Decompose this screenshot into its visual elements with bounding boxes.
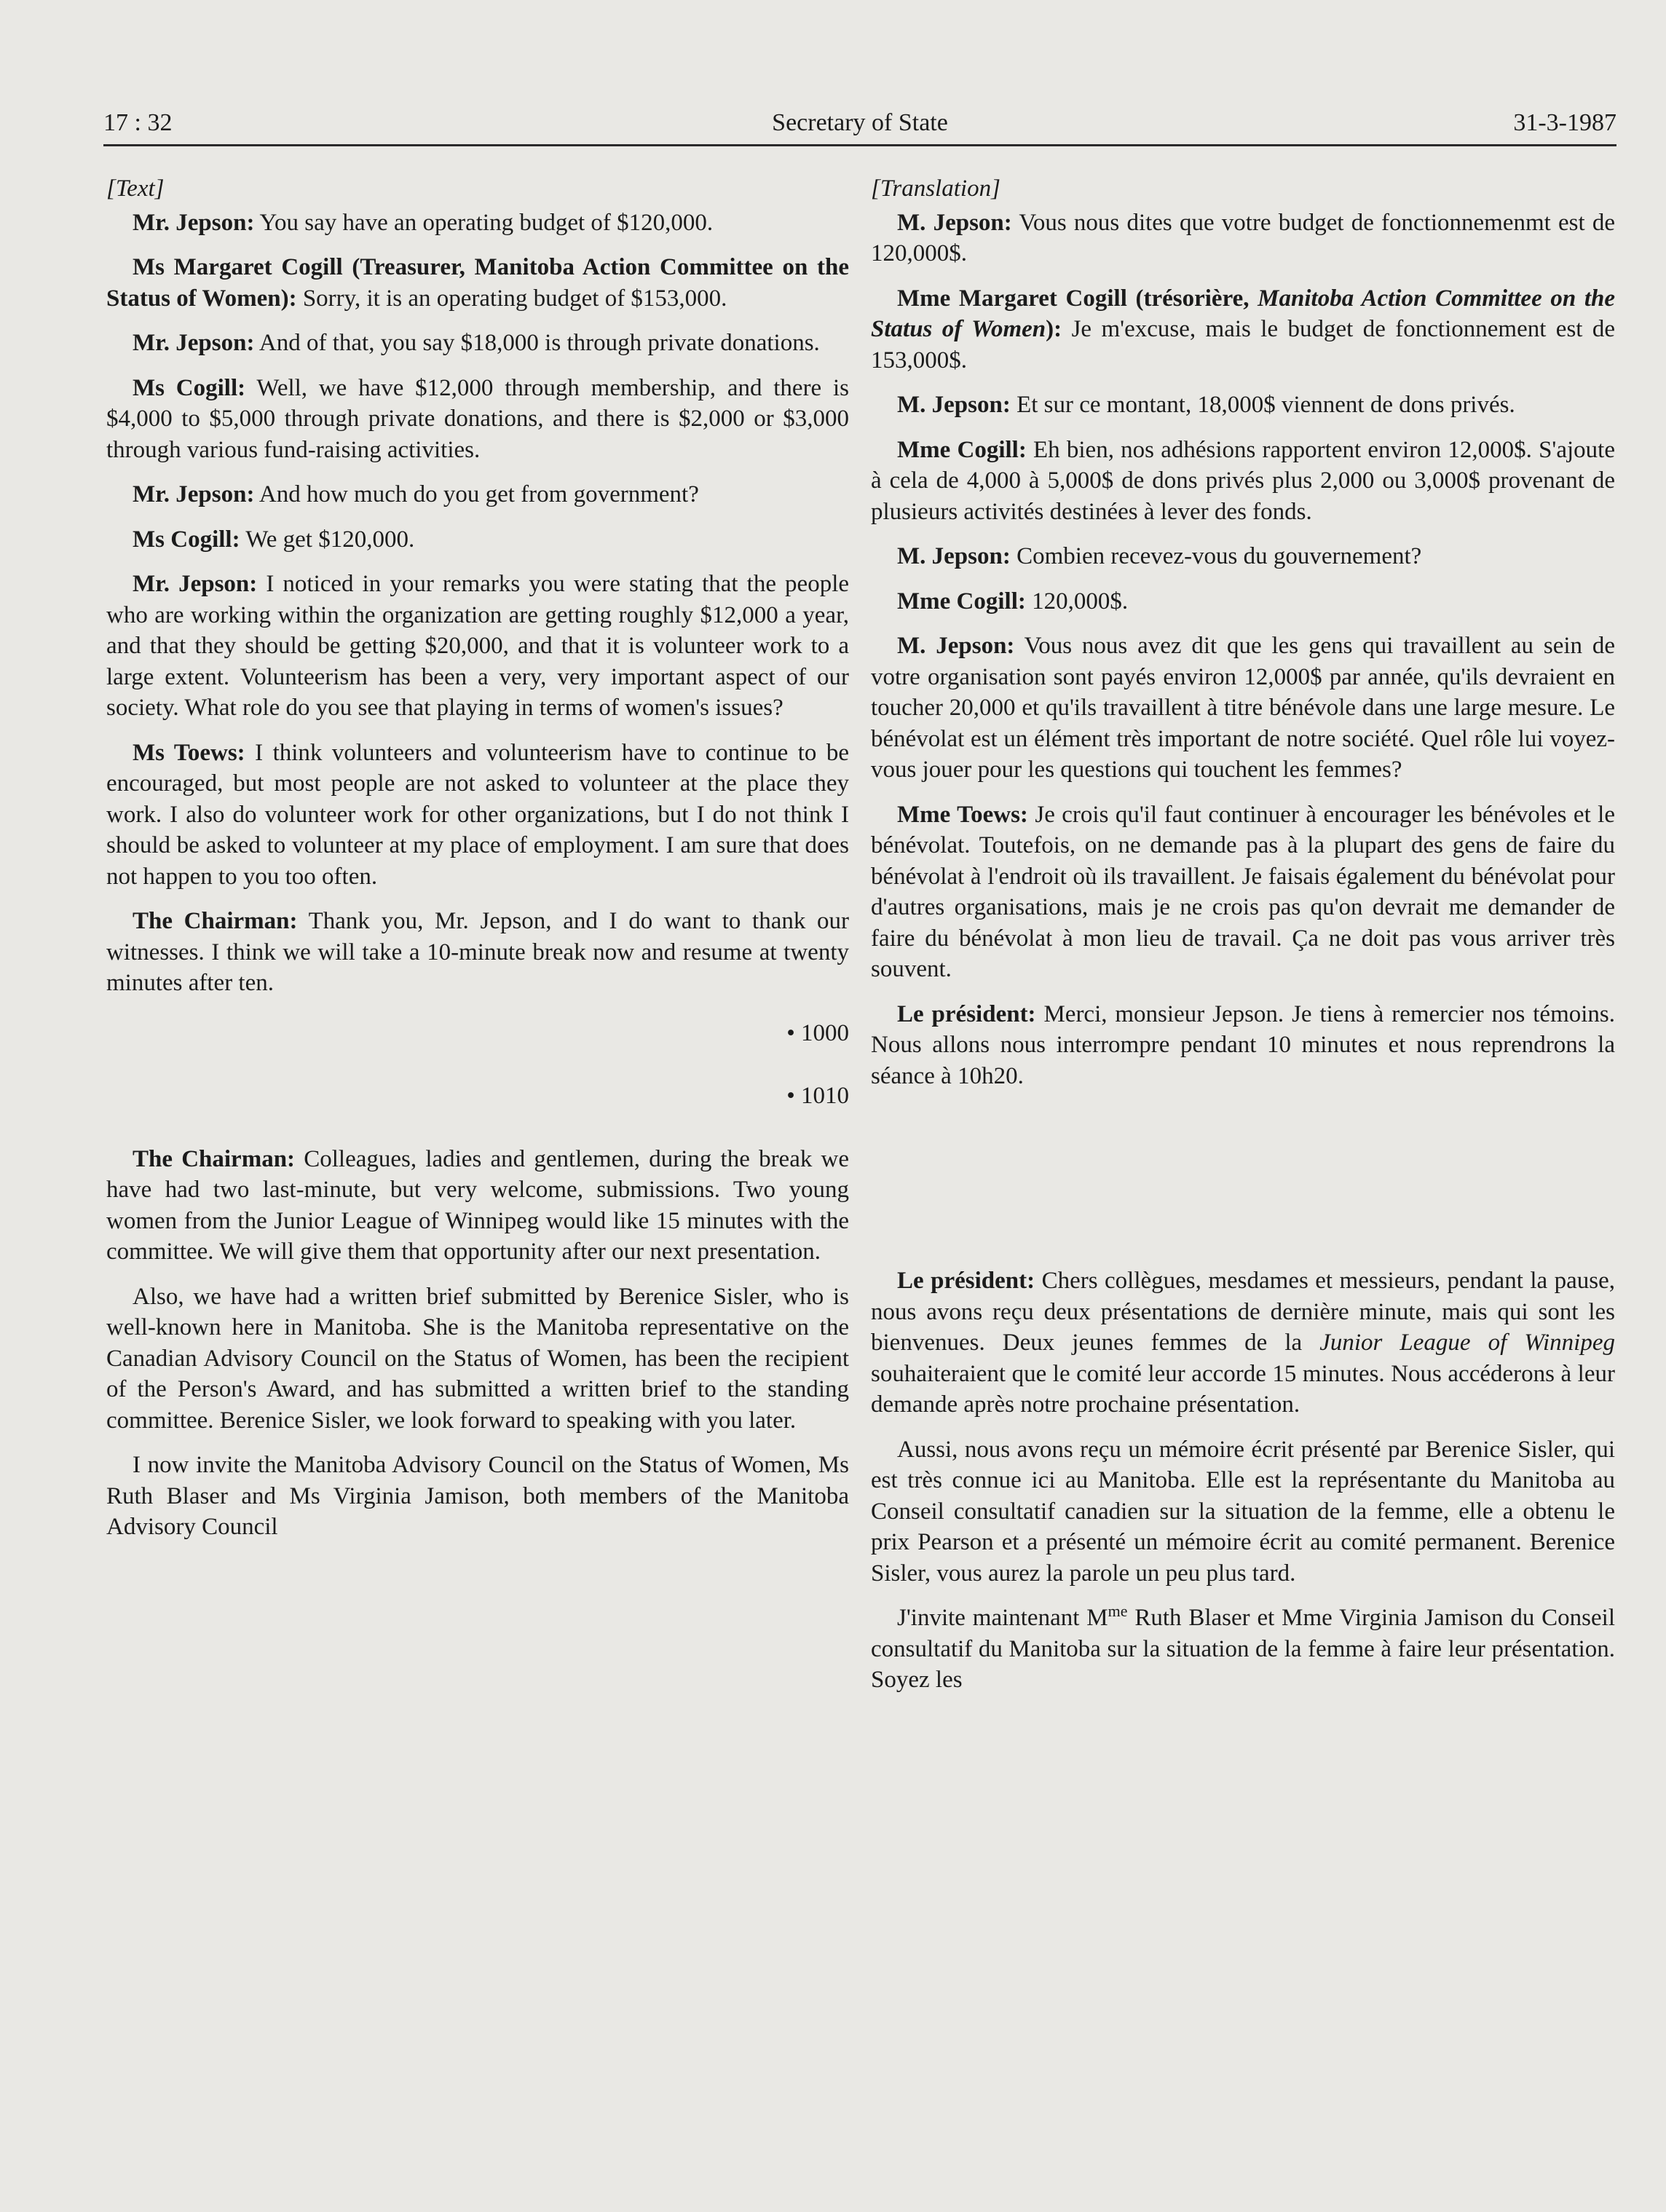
spacer — [871, 1193, 1615, 1265]
paragraph — [871, 283, 1615, 376]
speech: I now invite the Manitoba Advisory Council on the Status of Women, Ms Ruth Blaser and Ms Virginia Jamison, both members of the Manitoba Advisory Council — [106, 1452, 849, 1540]
speaker: Mme Toews: — [897, 801, 1028, 828]
paragraph — [871, 1603, 1615, 1696]
speech: Combien recevez-vous du gouvernement? — [1016, 543, 1422, 569]
speaker: Le président: — [897, 1000, 1036, 1027]
header-title: Secretary of State — [772, 109, 948, 136]
speaker-affiliation: Manitoba Action Committee on the Status of Women — [871, 285, 1615, 342]
translation-label: [Translation] — [871, 175, 1000, 202]
paragraph — [871, 1265, 1615, 1421]
speaker-end: ): — [1046, 316, 1062, 342]
speaker-name: Mme Margaret Cogill (trésorière, — [897, 285, 1250, 312]
speaker: Mme Cogill: — [897, 436, 1027, 463]
speaker: Mr. Jepson: — [133, 209, 255, 236]
speaker: Le président: — [897, 1268, 1035, 1294]
speaker: M. Jepson: — [897, 633, 1015, 659]
speech: Thank you, Mr. Jepson, and I do want to thank our witnesses. I think we will take a 10-minute break now and resume at twenty minutes after ten. — [106, 908, 850, 996]
speech: And of that, you say $18,000 is through private donations. — [258, 330, 820, 356]
speaker: Ms Cogill: — [133, 526, 240, 553]
paragraph — [106, 906, 849, 999]
speech: Ruth Blaser et Mme Virginia Jamison du Conseil consultatif du Manitoba sur la situation de la femme à faire leur présentation. Soyez les — [871, 1605, 1615, 1693]
paragraph — [871, 586, 1615, 617]
speech: Eh bien, nos adhésions rapportent environ 12,000$. S'ajoute à cela de 4,000 à 5,000$ de dons privés plus 2,000 ou 3,000$ provenant de plusieurs activités destinées à lever des fonds. — [871, 436, 1615, 525]
paragraph — [106, 524, 849, 556]
speaker: M. Jepson: — [897, 392, 1011, 418]
speaker: Mr. Jepson: — [133, 571, 258, 597]
paragraph — [106, 208, 849, 239]
speech: You say have an operating budget of $120,000. — [259, 209, 714, 236]
text-label: [Text] — [106, 175, 165, 202]
paragraph — [106, 569, 849, 724]
speaker: Ms Cogill: — [133, 374, 246, 401]
speech: souhaiteraient que le comité leur accorde 15 minutes. Nous accéderons à leur demande après notre prochaine présentation. — [871, 1360, 1615, 1418]
paragraph — [106, 1144, 849, 1268]
paragraph — [106, 738, 849, 893]
speech: I noticed in your remarks you were stating that the people who are working within the organization are getting roughly $12,000 a year, and that they should be getting $20,000, and that it is volunteer work to a large extent. Volunteerism has been a very, very important aspect of our society. What role do you see that playing in terms of women's issues? — [106, 571, 850, 721]
speech: Vous nous dites que votre budget de fonctionnemenmt est de 120,000$. — [871, 209, 1615, 266]
speech: Aussi, nous avons reçu un mémoire écrit présenté par Berenice Sisler, qui est très connue ici au Manitoba. Elle est la représentante du Manitoba au Conseil consultatif canadien sur la situation de la femme, elle a obtenu le prix Pearson et a présenté un mémoire écrit au comité permanent. Berenice Sisler, vous aurez la parole un peu plus tard. — [871, 1436, 1615, 1587]
speech: Je m'excuse, mais le budget de fonctionnement est de 153,000$. — [871, 316, 1616, 374]
speaker: M. Jepson: — [897, 209, 1012, 236]
speaker: Ms Margaret Cogill (Treasurer, Manitoba Action Committee on the Status of Women): — [106, 254, 849, 312]
time-marker: • 1010 — [786, 1083, 849, 1109]
speech: Et sur ce montant, 18,000$ viennent de dons privés. — [1016, 392, 1515, 418]
header-date: 31-3-1987 — [1513, 109, 1616, 136]
speaker: M. Jepson: — [897, 543, 1011, 569]
header-rule — [103, 144, 1616, 146]
speech: Merci, monsieur Jepson. Je tiens à remercier nos témoins. Nous allons nous interrompre pendant 10 minutes et nous reprendrons la séance à 10h20. — [871, 1000, 1615, 1089]
paragraph — [871, 999, 1615, 1092]
paragraph — [106, 1450, 849, 1543]
paragraph — [106, 1281, 849, 1437]
paragraph — [106, 328, 849, 359]
paragraph — [106, 252, 849, 314]
speech: Sorry, it is an operating budget of $153,000. — [302, 285, 727, 312]
speech-italic: Junior League of Winnipeg — [1319, 1330, 1615, 1356]
paragraph — [871, 799, 1615, 985]
time-marker: • 1000 — [786, 1019, 849, 1046]
speech: Colleagues, ladies and gentlemen, during the break we have had two last-minute, but very welcome, submissions. Two young women from the Junior League of Winnipeg would like 15 minutes with the committee. We will give them that opportunity after our next presentation. — [106, 1145, 850, 1265]
speech: Well, we have $12,000 through membership, and there is $4,000 to $5,000 through private donations, and there is $2,000 or $3,000 through various fund-raising activities. — [106, 374, 849, 463]
speech: Chers collègues, mesdames et messieurs, pendant la pause, nous avons reçu deux présentations de dernière minute, mais qui sont les bienvenues. Deux jeunes femmes de la — [871, 1268, 1615, 1356]
speaker: Mme Cogill: — [897, 588, 1026, 615]
paragraph — [871, 390, 1615, 421]
speaker: Mr. Jepson: — [133, 481, 255, 507]
paragraph — [106, 479, 849, 510]
page-header — [103, 109, 1616, 146]
speech: We get $120,000. — [245, 526, 415, 553]
paragraph — [871, 541, 1615, 572]
speech: J'invite maintenant M — [897, 1605, 1108, 1631]
speech: I think volunteers and volunteerism have to continue to be encouraged, but most people are not asked to volunteer at the place they work. I also do volunteer work for other organizations, but I do not think I should be asked to volunteer at my place of employment. I am sure that does not happen to you too often. — [106, 739, 849, 890]
speech: Je crois qu'il faut continuer à encourager les bénévoles et le bénévolat. Toutefois, on ne demande pas à la plupart des gens de faire du bénévolat à l'endroit où ils travaillent. Je faisais également du bénévolat pour d'autres organisations, mais je ne crois pas qu'on devrait me demander de faire du bénévolat à mon lieu de travail. Ça ne doit pas vous arriver très souvent. — [871, 801, 1615, 982]
french-column — [871, 173, 1615, 1710]
speaker: Mr. Jepson: — [133, 330, 255, 356]
paragraph — [871, 631, 1615, 786]
spacer — [871, 1105, 1615, 1193]
speech: Vous nous avez dit que les gens qui travaillent au sein de votre organisation sont payés environ 12,000$ par année, qu'ils devraient en toucher 20,000 et qu'ils travaillent à titre bénévole dans une large mesure. Le bénévolat est un élément très important de notre société. Quel rôle lui voyez-vous jouer pour les questions qui touchent les femmes? — [871, 633, 1615, 783]
paragraph — [106, 373, 849, 466]
english-column — [106, 173, 849, 1557]
header-page-number: 17 : 32 — [103, 109, 173, 136]
speaker: The Chairman: — [133, 908, 298, 934]
paragraph — [871, 208, 1615, 269]
superscript: me — [1108, 1602, 1128, 1620]
speech: And how much do you get from government? — [258, 481, 699, 507]
paragraph — [871, 435, 1615, 528]
speech: Also, we have had a written brief submitted by Berenice Sisler, who is well-known here in Manitoba. She is the Manitoba representative on the Canadian Advisory Council on the Status of Women, has been the recipient of the Person's Award, and has submitted a written brief to the standing committee. Berenice Sisler, we look forward to speaking with you later. — [106, 1283, 849, 1434]
paragraph — [871, 1434, 1615, 1589]
speaker: Ms Toews: — [133, 739, 245, 766]
speech: 120,000$. — [1032, 588, 1129, 615]
speaker: The Chairman: — [133, 1145, 296, 1172]
